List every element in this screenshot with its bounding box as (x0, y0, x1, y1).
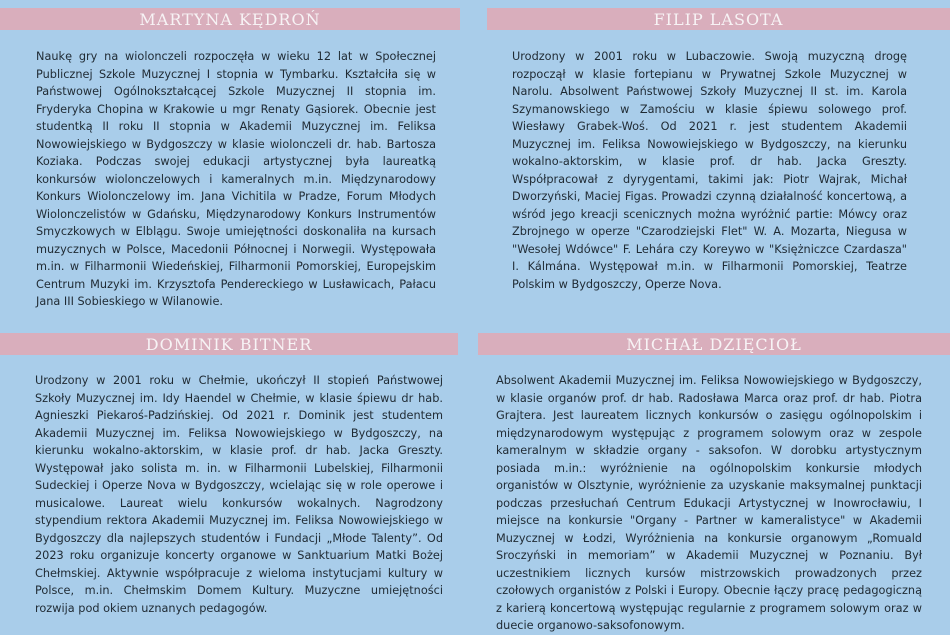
bio-block-1 (36, 48, 436, 311)
name-band-4 (478, 333, 950, 355)
name-band-2 (487, 8, 950, 30)
bio-text: Naukę gry na wiolonczeli rozpoczęła w wieku 12 lat w Społecznej Publicznej Szkole Muzycznej I stopnia w Tymbarku. Kształciła się w Państwowej Ogólnokształcącej Szkole Muzycznej II stopnia im. Fryderyka Chopina w Krakowie u mgr Renaty Gąsiorek. Obecnie jest studentką II roku II stopnia w Akademii Muzycznej im. Feliksa Nowowiejskiego w Bydgoszczy w klasie wiolonczeli dr. hab. Bartosza Koziaka. Podczas swojej edukacji artystycznej była laureatką konkursów wiolonczelowych i kameralnych m.in. Międzynarodowy Konkurs Wiolonczelowy im. Jana Vichitila w Pradze, Forum Młodych Wiolonczelistów w Gdańsku, Międzynarodowy Konkurs Instrumentów Smyczkowych w Elblągu. Swoje umiejętności doskonaliła na kursach muzycznych w Polsce, Macedonii Północnej i Norwegii. Występowała m.in. w Filharmonii Wiedeńskiej, Filharmonii Pomorskiej, Europejskim Centrum Muzyki im. Krzysztofa Pendereckiego w Lusławicach, Pałacu Jana III Sobieskiego w Wilanowie. (36, 50, 436, 308)
performer-name: MICHAŁ DZIĘCIOŁ (626, 334, 802, 354)
bio-block-2 (512, 48, 907, 293)
bio-text: Urodzony w 2001 roku w Chełmie, ukończył II stopień Państwowej Szkoły Muzycznej im. Idy Haendel w Chełmie, w klasie śpiewu dr hab. Agnieszki Piekaroś-Padzińskiej. Od 2021 r. Dominik jest studentem Akademii Muzycznej im. Feliksa Nowowiejskiego w Bydgoszczy, na kierunku wokalno-aktorskim, w klasie prof. dr hab. Jacka Greszty. Występował jako solista m. in. w Filharmonii Lubelskiej, Filharmonii Sudeckiej i Operze Nova w Bydgoszczy, wcielając się w role operowe i musicalowe. Laureat wielu konkursów wokalnych. Nagrodzony stypendium rektora Akademii Muzycznej im. Feliksa Nowowiejskiego w Bydgoszczy dla najlepszych studentów i Fundacji „Młode Talenty”. Od 2023 roku organizuje koncerty organowe w Sanktuarium Matki Bożej Chełmskiej. Aktywnie współpracuje z wieloma instytucjami kultury w Polsce, m.in. Chełmskim Domem Kultury. Muzyczne umiejętności rozwija pod okiem uznanych pedagogów. (35, 374, 443, 615)
name-band-1 (0, 8, 460, 30)
performer-name: MARTYNA KĘDROŃ (139, 9, 321, 29)
bio-text: Absolwent Akademii Muzycznej im. Feliksa Nowowiejskiego w Bydgoszczy, w klasie organów prof. dr hab. Radosława Marca oraz prof. dr hab. Piotra Grajtera. Jest laureatem licznych konkursów o zasięgu ogólnopolskim i międzynarodowym występując z programem solowym oraz w zespole kameralnym w składzie organy - saksofon. W dorobku artystycznym posiada m.in.: wyróżnienie na ogólnopolskim konkursie młodych organistów w Olsztynie, wyróżnienie za uzyskanie maksymalnej punktacji podczas przesłuchań Centrum Edukacji Artystycznej w Inowrocławiu, I miejsce na konkursie "Organy - Partner w kameralistyce" w Akademii Muzycznej w Łodzi, Wyróżnienia na konkursie organowym „Romuald Sroczyński in memoriam” w Akademii Muzycznej w Poznaniu. Był uczestnikiem licznych kursów mistrzowskich prowadzonych przez czołowych organistów z Polski i Europy. Obecnie łączy pracę pedagogiczną z karierą koncertową występując regularnie z programem solowym oraz w duecie organowo-saksofonowym. (496, 374, 922, 632)
bio-block-3 (35, 372, 443, 617)
bio-block-4 (496, 372, 922, 635)
bio-text: Urodzony w 2001 roku w Lubaczowie. Swoją muzyczną drogę rozpoczął w klasie fortepianu w Prywatnej Szkole Muzycznej w Narolu. Absolwent Państwowej Szkoły Muzycznej II st. im. Karola Szymanowskiego w Zamościu w klasie śpiewu solowego prof. Wiesławy Grabek-Woś. Od 2021 r. jest studentem Akademii Muzycznej im. Feliksa Nowowiejskiego w Bydgoszczy, na kierunku wokalno-aktorskim, w klasie prof. dr hab. Jacka Greszty. Współpracował z dyrygentami, takimi jak: Piotr Wajrak, Michał Dworzyński, Maciej Figas. Prowadzi czynną działalność koncertową, a wśród jego kreacji scenicznych można wyróżnić partie: Mówcy oraz Zbrojnego w operze "Czarodziejski Flet" W. A. Mozarta, Niegusa w "Wesołej Wdówce" F. Lehára czy Koreywo w "Księżniczce Czardasza" I. Kálmána. Występował m.in. w Filharmonii Pomorskiej, Teatrze Polskim w Bydgoszczy, Operze Nova. (512, 50, 907, 291)
performer-name: FILIP LASOTA (653, 9, 784, 29)
performer-name: DOMINIK BITNER (145, 334, 313, 354)
name-band-3 (0, 333, 458, 355)
